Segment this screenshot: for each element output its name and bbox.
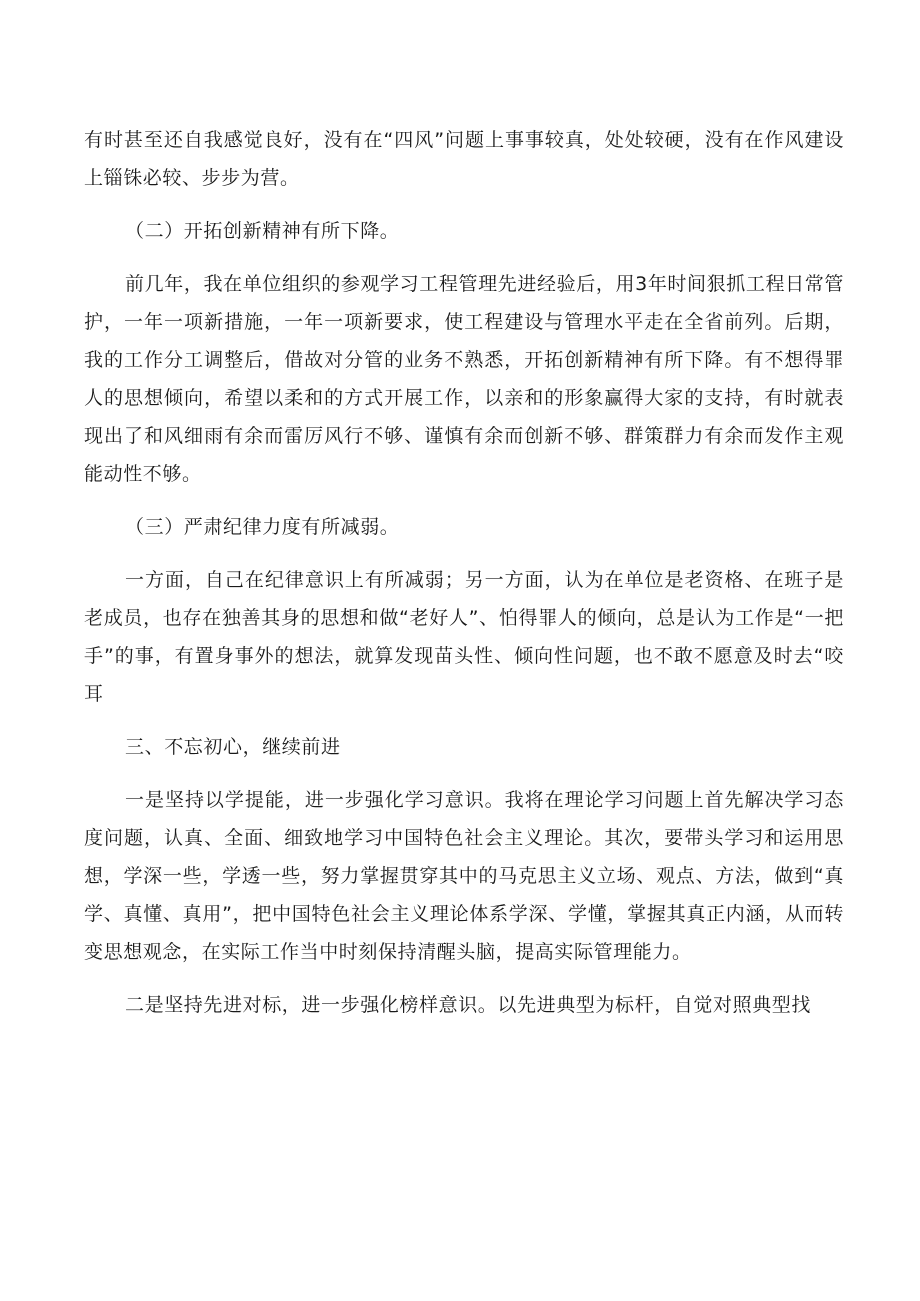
paragraph-continuation: 有时甚至还自我感觉良好，没有在“四风”问题上事事较真，处处较硬，没有在作风建设上锱铢必较、步步为营。 [84, 129, 844, 189]
paragraph-discipline: 一方面，自己在纪律意识上有所减弱；另一方面，认为在单位是老资格、在班子是老成员，也存在独善其身的思想和做“老好人”、怕得罪人的倾向，总是认为工作是“一把手”的事，有置身事外的想法，就算发现苗头性、倾向性问题，也不敢不愿意及时去“咬耳 [84, 569, 844, 705]
section-heading-two: （二）开拓创新精神有所下降。 [125, 220, 400, 242]
paragraph-learning: 一是坚持以学提能，进一步强化学习意识。我将在理论学习问题上首先解决学习态度问题，认真、全面、细致地学习中国特色社会主义理论。其次，要带头学习和运用思想，学深一些，学透一些，努力掌握贯穿其中的马克思主义立场、观点、方法，做到“真学、真懂、真用”，把中国特色社会主义理论体系学深、学懂，掌握其真正内涵，从而转变思想观念，在实际工作当中时刻保持清醒头脑，提高实际管理能力。 [84, 789, 844, 963]
section-heading-three: （三）严肃纪律力度有所减弱。 [125, 516, 400, 538]
chapter-heading-three: 三、不忘初心，继续前进 [125, 736, 341, 758]
paragraph-benchmark: 二是坚持先进对标，进一步强化榜样意识。以先进典型为标杆，自觉对照典型找 [125, 994, 812, 1016]
document-body [84, 121, 844, 1039]
paragraph-innovation: 前几年，我在单位组织的参观学习工程管理先进经验后，用3年时间狠抓工程日常管护，一年一项新措施，一年一项新要求，使工程建设与管理水平走在全省前列。后期，我的工作分工调整后，借故对分管的业务不熟悉，开拓创新精神有所下降。有不想得罪人的思想倾向，希望以柔和的方式开展工作，以亲和的形象赢得大家的支持，有时就表现出了和风细雨有余而雷厉风行不够、谨慎有余而创新不够、群策群力有余而发作主观能动性不够。 [84, 273, 844, 485]
